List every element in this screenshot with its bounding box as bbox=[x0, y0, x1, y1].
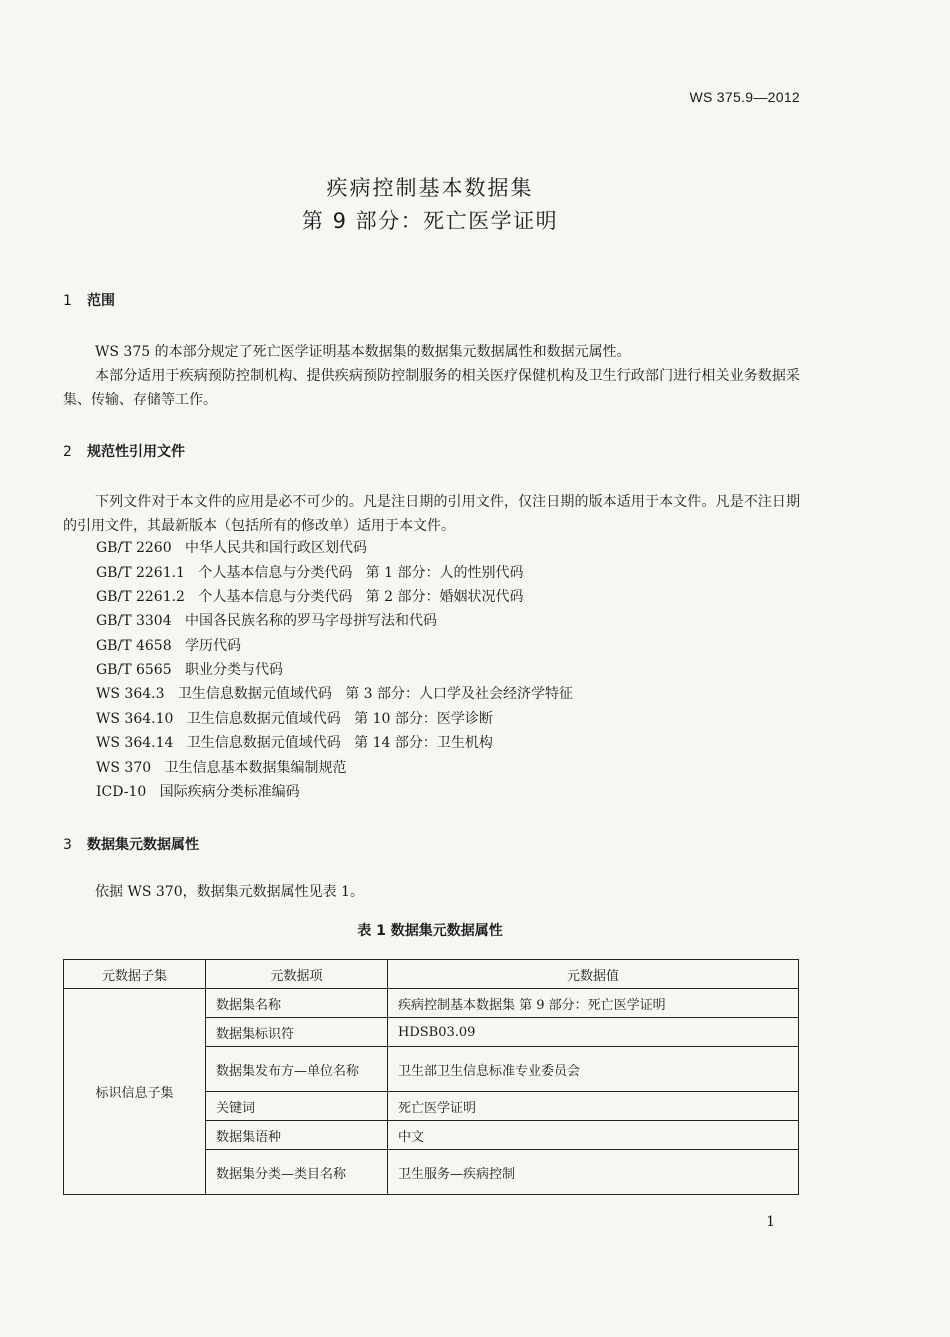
table-value-cell: 卫生部卫生信息标准专业委员会 bbox=[388, 1047, 799, 1092]
table-caption: 表 1 数据集元数据属性 bbox=[357, 923, 503, 939]
table-value-cell: 疾病控制基本数据集 第 9 部分：死亡医学证明 bbox=[388, 989, 799, 1018]
table-value-cell: 卫生服务—疾病控制 bbox=[388, 1150, 799, 1195]
section-title: 数据集元数据属性 bbox=[87, 837, 199, 853]
table-item-cell: 数据集发布方—单位名称 bbox=[206, 1047, 388, 1092]
section-title: 规范性引用文件 bbox=[87, 444, 185, 460]
section-number: 3 bbox=[63, 837, 72, 853]
table-header-cell: 元数据项 bbox=[206, 960, 388, 989]
table-item-cell: 数据集分类—类目名称 bbox=[206, 1150, 388, 1195]
table-item-cell: 数据集名称 bbox=[206, 989, 388, 1018]
reference-item: GB/T 2261.1 个人基本信息与分类代码 第 1 部分：人的性别代码 bbox=[96, 565, 524, 581]
reference-item: GB/T 4658 学历代码 bbox=[96, 638, 241, 654]
standard-number: WS 375.9—2012 bbox=[689, 89, 800, 105]
section-title: 范围 bbox=[87, 293, 115, 309]
reference-item: GB/T 2261.2 个人基本信息与分类代码 第 2 部分：婚姻状况代码 bbox=[96, 589, 524, 605]
section-number: 1 bbox=[63, 293, 72, 309]
table-value-cell: 中文 bbox=[388, 1121, 799, 1150]
table-header-row bbox=[64, 960, 799, 989]
section-3-heading bbox=[63, 834, 199, 854]
reference-item: ICD-10 国际疾病分类标准编码 bbox=[96, 784, 300, 800]
table-row bbox=[64, 989, 799, 1018]
table-value-cell: HDSB03.09 bbox=[388, 1018, 799, 1047]
reference-item: GB/T 6565 职业分类与代码 bbox=[96, 662, 283, 678]
page-number: 1 bbox=[766, 1214, 775, 1230]
table-item-cell: 数据集标识符 bbox=[206, 1018, 388, 1047]
section-1-paragraph-1: WS 375 的本部分规定了死亡医学证明基本数据集的数据集元数据属性和数据元属性。 bbox=[95, 344, 631, 360]
table-value-cell: 死亡医学证明 bbox=[388, 1092, 799, 1121]
table-header-cell: 元数据子集 bbox=[64, 960, 206, 989]
table-group-cell: 标识信息子集 bbox=[64, 989, 206, 1195]
section-number: 2 bbox=[63, 444, 72, 460]
reference-item: GB/T 3304 中国各民族名称的罗马字母拼写法和代码 bbox=[96, 613, 437, 629]
reference-item: WS 370 卫生信息基本数据集编制规范 bbox=[96, 760, 347, 776]
table-item-cell: 数据集语种 bbox=[206, 1121, 388, 1150]
section-2-heading bbox=[63, 441, 185, 461]
reference-item: WS 364.10 卫生信息数据元值域代码 第 10 部分：医学诊断 bbox=[96, 711, 493, 727]
section-3-paragraph-1: 依据 WS 370，数据集元数据属性见表 1。 bbox=[95, 884, 364, 900]
table-header-cell: 元数据值 bbox=[388, 960, 799, 989]
section-1-heading bbox=[63, 290, 115, 310]
section-1-paragraph-2: 本部分适用于疾病预防控制机构、提供疾病预防控制服务的相关医疗保健机构及卫生行政部门进行相关业务数据采集、传输、存储等工作。 bbox=[63, 368, 800, 408]
table-item-cell: 关键词 bbox=[206, 1092, 388, 1121]
section-2-paragraph-1: 下列文件对于本文件的应用是必不可少的。凡是注日期的引用文件，仅注日期的版本适用于本文件。凡是不注日期的引用文件，其最新版本（包括所有的修改单）适用于本文件。 bbox=[63, 494, 800, 534]
metadata-table bbox=[63, 959, 799, 1195]
reference-item: GB/T 2260 中华人民共和国行政区划代码 bbox=[96, 540, 367, 556]
reference-item: WS 364.14 卫生信息数据元值域代码 第 14 部分：卫生机构 bbox=[96, 735, 493, 751]
document-title: 疾病控制基本数据集 bbox=[326, 176, 534, 200]
reference-item: WS 364.3 卫生信息数据元值域代码 第 3 部分：人口学及社会经济学特征 bbox=[96, 686, 574, 702]
document-subtitle: 第 9 部分：死亡医学证明 bbox=[301, 209, 559, 233]
